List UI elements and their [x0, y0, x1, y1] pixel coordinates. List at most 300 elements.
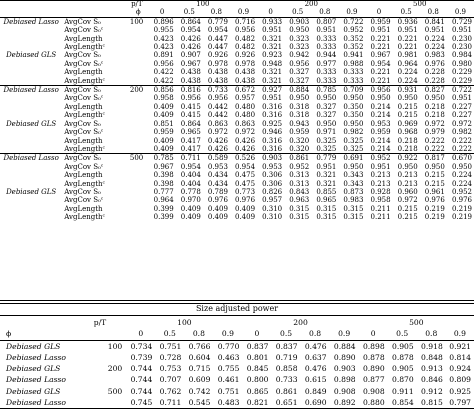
power-cell: 0.744 [130, 375, 153, 385]
table-row [0, 213, 474, 221]
power-table-body [0, 317, 474, 409]
cell: 0.969 [397, 119, 418, 128]
cell: 0.213 [370, 171, 391, 180]
cell: 0.224 [424, 43, 445, 52]
cell: 0.927 [262, 86, 283, 95]
cell: 0.325 [316, 136, 337, 145]
cell: 0.323 [289, 34, 310, 43]
header-T: 100 [196, 0, 210, 8]
cell: 0.316 [262, 136, 283, 145]
cell: 0.316 [257, 145, 284, 154]
cell: 0.333 [311, 77, 338, 86]
power-cell: 0.744 [130, 386, 153, 396]
cell: 0.222 [447, 145, 474, 154]
table-row [0, 196, 474, 204]
power-header-pt: p/T [93, 318, 107, 327]
cell: 0.950 [316, 119, 337, 128]
method-label: Debiased Lasso [3, 86, 59, 95]
cell: 0.321 [316, 171, 337, 180]
cell: 0.221 [370, 43, 391, 52]
cell: 0.691 [343, 154, 364, 163]
p-label [125, 171, 149, 179]
header-phi-value: 0 [365, 8, 392, 17]
power-cell: 0.733 [275, 375, 298, 385]
p-label [125, 60, 149, 68]
cell: 0.976 [424, 59, 445, 68]
cell: 0.972 [207, 128, 228, 137]
power-method-label: Debiased GLS [6, 364, 61, 374]
cell: 0.967 [180, 59, 201, 68]
row-label: AvgCov S₀ [64, 51, 101, 60]
cell: 0.426 [180, 34, 201, 43]
cell: 0.398 [153, 179, 174, 188]
cell: 0.213 [397, 171, 418, 180]
cell: 0.965 [180, 128, 201, 137]
power-cell: 0.739 [130, 352, 153, 362]
cell: 0.409 [153, 111, 174, 120]
cell: 0.931 [397, 86, 418, 95]
power-cell: 0.849 [304, 386, 327, 396]
power-header-phi-value: 0.9 [213, 328, 242, 340]
cell: 0.315 [343, 204, 364, 213]
power-cell: 0.884 [333, 341, 356, 351]
cell: 0.352 [343, 43, 364, 52]
row-label: AvgLength [64, 136, 103, 145]
power-cell: 0.924 [449, 364, 471, 374]
power-cell: 0.880 [359, 397, 388, 409]
cell: 0.709 [343, 86, 364, 95]
method-label [0, 35, 62, 43]
cell: 0.953 [207, 162, 228, 171]
power-method-label: Debiased Lasso [6, 352, 67, 362]
cell: 0.218 [397, 136, 418, 145]
cell: 0.936 [397, 17, 418, 26]
power-cell: 0.615 [304, 375, 327, 385]
row-label: AvgLengthᶜ [62, 145, 124, 154]
cell: 0.954 [207, 26, 228, 35]
method-label: Debiased GLS [6, 187, 57, 196]
cell: 0.864 [180, 119, 201, 128]
power-header-T: 200 [293, 318, 308, 327]
cell: 0.215 [397, 204, 418, 213]
cell: 0.333 [343, 68, 364, 77]
table-row [0, 103, 474, 111]
power-cell: 0.815 [417, 397, 446, 409]
cell: 0.951 [397, 26, 418, 35]
power-header-phi-value: 0.5 [388, 328, 417, 340]
cell: 0.327 [316, 102, 337, 111]
cell: 0.778 [180, 187, 201, 196]
cell: 0.426 [180, 43, 201, 52]
table-row [0, 51, 474, 59]
header-phi-value: 0.5 [393, 8, 420, 17]
p-label [125, 103, 149, 111]
cell: 0.227 [451, 111, 472, 120]
cell: 0.977 [316, 59, 337, 68]
row-label: AvgCov S₀ᶜ [64, 196, 104, 205]
power-row [0, 397, 474, 409]
p-label [125, 26, 149, 34]
power-header-phi-value: 0.9 [330, 328, 359, 340]
cell: 0.873 [343, 187, 364, 196]
cell: 0.851 [153, 119, 174, 128]
method-label [0, 137, 62, 145]
cell: 0.978 [207, 59, 228, 68]
cell: 0.773 [234, 187, 256, 196]
cell: 0.321 [316, 179, 337, 188]
power-method-label: Debiased Lasso [0, 397, 74, 409]
cell: 0.950 [343, 162, 364, 171]
cell: 0.214 [365, 145, 392, 154]
cell: 0.399 [153, 204, 174, 213]
power-cell: 0.483 [213, 397, 242, 409]
cell: 0.323 [289, 43, 310, 52]
cell: 0.333 [338, 77, 365, 86]
power-p-label: 500 [107, 386, 123, 396]
power-title-rule [0, 315, 474, 316]
power-method-label: Debiased GLS [6, 386, 61, 396]
cell: 0.321 [262, 68, 283, 77]
cell: 0.313 [289, 179, 310, 188]
cell: 0.316 [262, 102, 283, 111]
power-row [0, 374, 474, 385]
row-label: AvgLength [64, 34, 103, 43]
cell: 0.785 [153, 154, 174, 163]
cell: 0.952 [451, 187, 472, 196]
cell: 0.863 [234, 119, 256, 128]
cell: 0.968 [397, 128, 418, 137]
cell: 0.422 [153, 68, 174, 77]
row-label: AvgCov S₀ᶜ [64, 162, 104, 171]
cell: 0.321 [262, 43, 283, 52]
table-row [0, 94, 474, 102]
cell: 0.306 [262, 171, 283, 180]
cell: 0.426 [234, 136, 256, 145]
row-label: AvgLength [64, 204, 103, 213]
cell: 0.982 [343, 128, 364, 137]
mid-rule-bottom [0, 303, 474, 304]
cell: 0.318 [289, 111, 310, 120]
row-label: AvgLengthᶜ [64, 111, 105, 120]
power-cell: 0.858 [275, 364, 298, 374]
table-row [0, 68, 474, 76]
cell: 0.316 [262, 111, 283, 120]
p-label [125, 137, 149, 145]
cell: 0.221 [397, 43, 418, 52]
power-cell: 0.753 [159, 364, 182, 374]
cell: 0.961 [424, 187, 445, 196]
cell: 0.952 [343, 26, 364, 35]
power-row [0, 340, 474, 352]
cell: 0.670 [451, 154, 472, 163]
power-cell: 0.854 [388, 397, 417, 409]
cell: 0.211 [370, 213, 391, 222]
cell: 0.933 [262, 17, 283, 26]
power-cell: 0.719 [275, 352, 298, 362]
cell: 0.958 [153, 94, 174, 103]
row-label: AvgCov S₀ [64, 154, 101, 163]
cell: 0.482 [234, 34, 256, 43]
cell: 0.218 [393, 145, 420, 154]
power-cell: 0.707 [159, 375, 182, 385]
power-cell: 0.755 [217, 364, 240, 374]
cell: 0.948 [262, 59, 283, 68]
cell: 0.816 [180, 86, 201, 95]
table-row [0, 26, 474, 34]
power-cell: 0.903 [333, 364, 356, 374]
cell: 0.404 [180, 171, 201, 180]
table-row [0, 137, 474, 145]
cell: 0.327 [289, 68, 310, 77]
cell: 0.228 [420, 77, 447, 86]
row-label: AvgLengthᶜ [64, 179, 105, 188]
cell: 0.972 [234, 128, 256, 137]
method-label [0, 68, 62, 76]
cell: 0.409 [180, 213, 201, 222]
cell: 0.983 [343, 196, 364, 205]
table-row [0, 154, 474, 163]
power-header-T: 100 [177, 318, 192, 327]
cell: 0.219 [424, 213, 445, 222]
cell: 0.972 [397, 196, 418, 205]
cell: 0.213 [370, 179, 391, 188]
p-label [125, 77, 149, 86]
power-p-label: 200 [107, 364, 123, 374]
cell: 0.442 [207, 111, 228, 120]
method-label [0, 43, 62, 51]
cell: 0.333 [316, 34, 337, 43]
power-header-T: 500 [409, 318, 424, 327]
cell: 0.954 [370, 59, 391, 68]
method-label [0, 180, 62, 188]
cell: 0.926 [207, 51, 228, 60]
table-row [0, 111, 474, 119]
cell: 0.426 [203, 145, 230, 154]
cell: 0.409 [149, 145, 176, 154]
cell: 0.864 [180, 17, 201, 26]
cell: 0.325 [343, 136, 364, 145]
cell: 0.925 [262, 119, 283, 128]
power-method-label: Debiased GLS [6, 341, 61, 351]
cell: 0.971 [316, 128, 337, 137]
cell: 0.954 [180, 26, 201, 35]
row-label: AvgCov S₀ᶜ [64, 26, 104, 35]
power-p-label [74, 374, 126, 385]
header-phi-value: 0.5 [176, 8, 203, 17]
cell: 0.972 [424, 119, 445, 128]
cell: 0.976 [207, 196, 228, 205]
row-label: AvgLengthᶜ [64, 213, 105, 222]
power-cell: 0.892 [330, 397, 359, 409]
method-label [0, 103, 62, 111]
cell: 0.325 [311, 145, 338, 154]
cell: 0.983 [424, 51, 445, 60]
cell: 0.957 [262, 196, 283, 205]
table-row [0, 60, 474, 68]
power-cell: 0.921 [449, 341, 471, 351]
power-cell: 0.711 [155, 397, 184, 409]
cell: 0.350 [343, 111, 364, 120]
cell: 0.221 [365, 77, 392, 86]
method-label [0, 60, 62, 68]
cell: 0.959 [289, 128, 310, 137]
cell: 0.954 [180, 162, 201, 171]
cell: 0.896 [153, 17, 174, 26]
cell: 0.964 [153, 196, 174, 205]
cell: 0.215 [424, 171, 445, 180]
power-cell: 0.846 [421, 375, 443, 385]
cell: 0.907 [180, 51, 201, 60]
cell: 0.438 [203, 77, 230, 86]
cell: 0.976 [451, 196, 472, 205]
p-label: 100 [129, 17, 144, 26]
cell: 0.956 [234, 26, 256, 35]
power-table-title: Size adjusted power [195, 304, 279, 313]
header-phi-value: 0.8 [420, 8, 447, 17]
p-label: 500 [129, 154, 144, 163]
cell: 0.426 [230, 145, 257, 154]
method-label: Debiased GLS [6, 51, 57, 60]
method-label: Debiased Lasso [3, 17, 59, 26]
power-cell: 0.814 [449, 352, 471, 362]
cell: 0.950 [397, 162, 418, 171]
power-cell: 0.918 [421, 341, 443, 351]
power-cell: 0.870 [391, 375, 414, 385]
cell: 0.480 [234, 111, 256, 120]
table-row [0, 86, 474, 95]
cell: 0.785 [316, 86, 337, 95]
cell: 0.222 [424, 136, 445, 145]
power-header-phi-value: 0.8 [301, 328, 330, 340]
header-phi-value: 0 [257, 8, 284, 17]
cell: 0.475 [234, 171, 256, 180]
table-row [0, 145, 474, 154]
power-header-row-pt [0, 317, 474, 328]
cell: 0.965 [316, 196, 337, 205]
power-cell: 0.925 [449, 386, 471, 396]
method-label [0, 163, 62, 171]
row-label: AvgCov S₀ [64, 86, 101, 95]
cell: 0.320 [289, 136, 310, 145]
cell: 0.843 [289, 187, 310, 196]
cell: 0.315 [343, 213, 364, 222]
cell: 0.978 [234, 59, 256, 68]
cell: 0.438 [180, 68, 201, 77]
power-cell: 0.848 [421, 352, 443, 362]
power-cell: 0.837 [275, 341, 298, 351]
power-header-row-phi [0, 328, 474, 340]
p-label [125, 35, 149, 43]
cell: 0.956 [153, 59, 174, 68]
table-row [0, 17, 474, 26]
power-p-label: 100 [107, 341, 123, 351]
method-label [0, 94, 62, 102]
power-cell: 0.762 [159, 386, 182, 396]
power-header-phi-value: 0.8 [417, 328, 446, 340]
cell: 0.981 [397, 51, 418, 60]
table-row [0, 205, 474, 213]
cell: 0.957 [234, 94, 256, 103]
cell: 0.817 [424, 154, 445, 163]
p-label [125, 128, 149, 136]
cell: 0.827 [424, 86, 445, 95]
power-cell: 0.890 [362, 364, 385, 374]
cell: 0.942 [289, 51, 310, 60]
cell: 0.733 [207, 86, 228, 95]
power-cell: 0.751 [217, 386, 240, 396]
cell: 0.230 [451, 43, 472, 52]
power-cell: 0.908 [362, 386, 385, 396]
mid-rule-top [0, 300, 474, 301]
cell: 0.215 [397, 213, 418, 222]
cell: 0.409 [207, 204, 228, 213]
cell: 0.422 [149, 77, 176, 86]
cell: 0.333 [316, 43, 337, 52]
power-cell: 0.898 [362, 341, 385, 351]
power-cell: 0.878 [362, 352, 385, 362]
power-cell: 0.461 [217, 375, 240, 385]
row-label: AvgLengthᶜ [62, 77, 124, 86]
cell: 0.310 [262, 213, 283, 222]
power-cell: 0.878 [391, 352, 414, 362]
cell: 0.922 [397, 154, 418, 163]
cell: 0.415 [180, 102, 201, 111]
cell: 0.980 [451, 59, 472, 68]
cell: 0.789 [207, 187, 228, 196]
cell: 0.409 [180, 204, 201, 213]
power-cell: 0.861 [275, 386, 298, 396]
cell: 0.950 [289, 26, 310, 35]
cell: 0.884 [289, 86, 310, 95]
cell: 0.950 [343, 94, 364, 103]
cell: 0.333 [316, 68, 337, 77]
cell: 0.976 [234, 196, 256, 205]
cell: 0.352 [343, 34, 364, 43]
cell: 0.954 [234, 162, 256, 171]
row-label: AvgCov S₀ᶜ [64, 128, 104, 137]
power-cell: 0.715 [188, 364, 211, 374]
cell: 0.855 [316, 187, 337, 196]
cell: 0.950 [424, 94, 445, 103]
cell: 0.863 [207, 119, 228, 128]
cell: 0.841 [424, 17, 445, 26]
header-phi-value: 0 [149, 8, 176, 17]
power-cell: 0.751 [159, 341, 182, 351]
cell: 0.417 [180, 136, 201, 145]
cell: 0.963 [289, 196, 310, 205]
cell: 0.219 [451, 204, 472, 213]
power-cell: 0.837 [246, 341, 269, 351]
cell: 0.988 [343, 59, 364, 68]
power-row [0, 386, 474, 397]
header-phi-value: 0.9 [338, 8, 365, 17]
row-label: AvgCov S₀ [64, 187, 101, 196]
cell: 0.434 [207, 179, 228, 188]
p-label [125, 43, 149, 51]
table-row [0, 180, 474, 188]
cell: 0.716 [234, 17, 256, 26]
power-p-label [74, 397, 126, 409]
cell: 0.409 [234, 204, 256, 213]
cell: 0.215 [424, 179, 445, 188]
power-method-label: Debiased Lasso [6, 375, 67, 385]
power-cell: 0.745 [126, 397, 155, 409]
header-row-pt [0, 0, 474, 8]
cell: 0.423 [153, 43, 174, 52]
power-cell: 0.690 [301, 397, 330, 409]
cell: 0.928 [370, 187, 391, 196]
p-label [125, 51, 149, 59]
